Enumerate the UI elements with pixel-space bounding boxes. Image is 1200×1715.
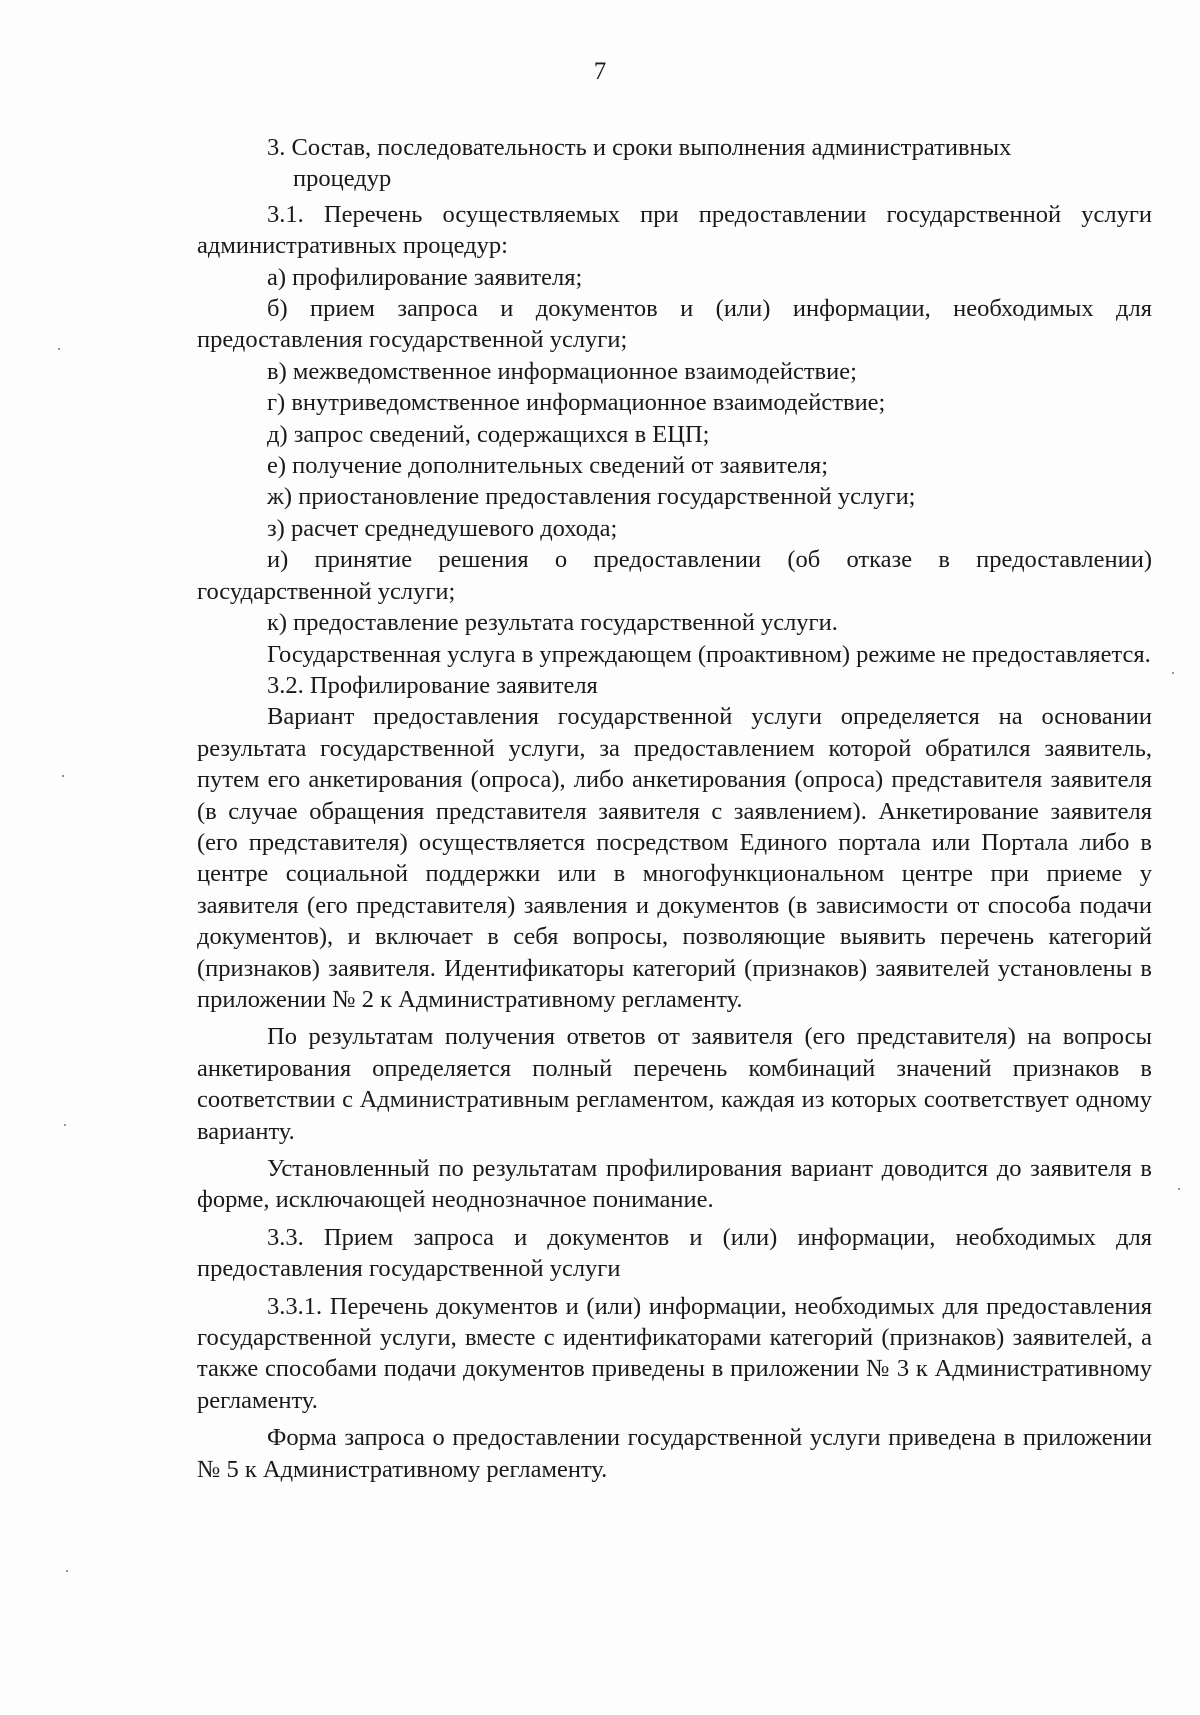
scan-speck	[64, 1124, 66, 1126]
section-heading	[197, 132, 1152, 195]
paragraph-3-2-answers: По результатам получения ответов от заявителя (его представителя) на вопросы анкетирования определяется полный перечень комбинаций значений признаков в соответствии с Административным регламентом, каждая из которых соответствует одному варианту.	[197, 1023, 1152, 1145]
page-number: 7	[593, 58, 607, 85]
scan-speck	[1172, 672, 1174, 674]
list-item-d: д) запрос сведений, содержащихся в ЕЦП;	[267, 420, 710, 448]
scan-speck	[58, 348, 60, 350]
list-item-k: к) предоставление результата государственной услуги.	[267, 609, 838, 637]
list-item-b: б) прием запроса и документов и (или) информации, необходимых для предоставления государственной услуги;	[197, 295, 1152, 354]
scan-speck	[66, 1570, 68, 1572]
heading-3-3: 3.3. Прием запроса и документов и (или) информации, необходимых для предоставления государственной услуги	[197, 1223, 1152, 1283]
paragraph-3-3-1: 3.3.1. Перечень документов и (или) информации, необходимых для предоставления государственной услуги, вместе с идентификаторами категорий (признаков) заявителей, а также способами подачи документов приведены в приложении № 3 к Административному регламенту.	[197, 1292, 1152, 1414]
list-item-zh: ж) приостановление предоставления государственной услуги;	[267, 483, 916, 511]
list-item-e: е) получение дополнительных сведений от заявителя;	[267, 452, 829, 480]
list-item-i: и) принятие решения о предоставлении (об отказе в предоставлении) государственной услуги;	[197, 546, 1152, 605]
list-item-z: з) расчет среднедушевого дохода;	[267, 514, 618, 542]
paragraph-3-2-body: Вариант предоставления государственной услуги определяется на основании результата государственной услуги, за предоставлением которой обратился заявитель, путем его анкетирования (опроса), либо анкетирования (опроса) представителя заявителя (в случае обращения представителя заявителя с заявлением). Анкетирование заявителя (его представителя) осуществляется посредством Единого портала или Портала либо в центре социальной поддержки или в многофункциональном центре при приеме у заявителя (его представителя) заявления и документов (в зависимости от способа подачи документов), и включает в себя вопросы, позволяющие выявить перечень категорий (признаков) заявителя. Идентификаторы категорий (признаков) заявителей установлены в приложении № 2 к Административному регламенту.	[197, 703, 1152, 1013]
section-heading-line2: процедур	[293, 165, 392, 193]
paragraph-proactive: Государственная услуга в упреждающем (проактивном) режиме не предоставляется.	[267, 640, 1151, 668]
list-item-g: г) внутриведомственное информационное взаимодействие;	[267, 389, 886, 417]
list-item-a: а) профилирование заявителя;	[267, 263, 583, 291]
paragraph-3-2-variant: Установленный по результатам профилирования вариант доводится до заявителя в форме, исключающей неоднозначное понимание.	[197, 1155, 1152, 1214]
scan-speck	[62, 775, 64, 777]
list-item-v: в) межведомственное информационное взаимодействие;	[267, 357, 857, 385]
heading-3-2: 3.2. Профилирование заявителя	[267, 671, 598, 699]
section-heading-line1: 3. Состав, последовательность и сроки выполнения административных	[267, 134, 1012, 161]
paragraph-3-1: 3.1. Перечень осуществляемых при предоставлении государственной услуги административных процедур:	[197, 200, 1152, 260]
paragraph-3-3-form: Форма запроса о предоставлении государственной услуги приведена в приложении № 5 к Административному регламенту.	[197, 1424, 1152, 1483]
document-body	[197, 132, 1152, 1485]
scan-speck	[1178, 1188, 1180, 1190]
